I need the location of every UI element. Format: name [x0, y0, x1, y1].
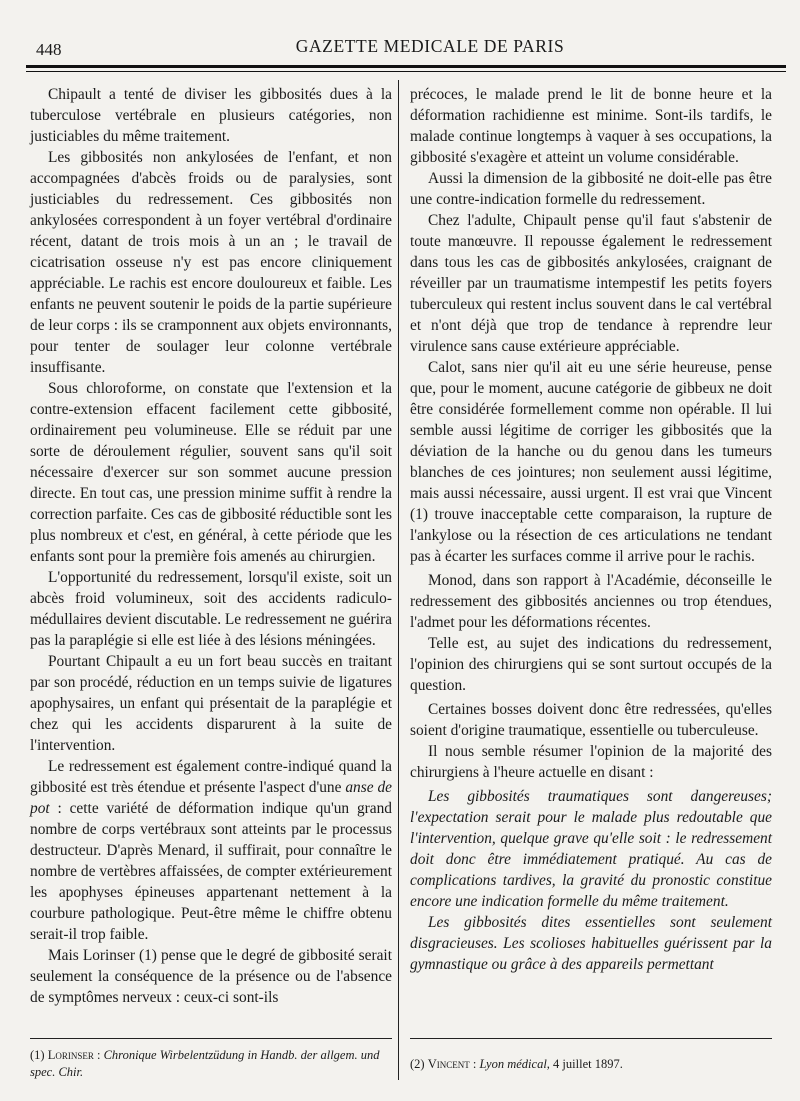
- footnote-journal: Lyon médical: [479, 1057, 547, 1071]
- paragraph: Il nous semble résumer l'opinion de la majorité des chirurgiens à l'heure actuelle en disant :: [410, 743, 772, 781]
- paragraph: Telle est, au sujet des indications du redressement, l'opinion des chirurgiens qui se sont surtout occupés de la question.: [410, 635, 772, 694]
- paragraph: Calot, sans nier qu'il ait eu une série heureuse, pense que, pour le moment, aucune catégorie de gibbeux ne doit être considérée formellement comme non opérable. Il lui semble aussi légitime de corriger les gibbosités que la déviation de la hanche ou du genou dans les tumeurs blanches de ces jointures; non seulement aussi légitime, mais aussi nécessaire, aussi urgent. Il est vrai que Vincent (1) trouve inacceptable cette comparaison, la rupture de l'ankylose ou la résection de ces articulations ne tendant pas à écarter les surfaces comme il arrive pour le rachis.: [410, 359, 772, 565]
- running-title: GAZETTE MEDICALE DE PARIS: [295, 36, 565, 56]
- footnote-1: [30, 1047, 392, 1081]
- italic-term: anse de pot: [30, 779, 392, 817]
- footnote-author: Vincent: [427, 1057, 470, 1071]
- paragraph: Sous chloroforme, on constate que l'extension et la contre-extension effacent facilement cette gibbosité, ordinairement peu volumineuse. Elle se réduit par une sorte de déroulement régulier, souvent sans qu'il soit nécessaire d'exercer sur son sommet aucune pression directe. En tout cas, une pression minime suffit à rendre la correction parfaite. Ces cas de gibbosité réductible sont les plus nombreux et c'est, en général, à cette période que les enfants sont pour la première fois amenés au chirurgien.: [30, 380, 392, 565]
- left-column: [30, 84, 392, 1008]
- header-rule-thin: [26, 71, 786, 72]
- footnote-author: Lorinser: [47, 1048, 94, 1062]
- footnote-2: [410, 1056, 772, 1073]
- paragraph: Pourtant Chipault a eu un fort beau succès en traitant par son procédé, réduction en un temps suivie de ligatures apophysaires, un enfant qui présentait de la paraplégie et chez qui les accidents disparurent à la suite de l'intervention.: [30, 653, 392, 754]
- right-column: [410, 84, 772, 975]
- italic-text: Les gibbosités traumatiques sont dangereuses; l'expectation serait pour le malade plus redoutable que l'intervention, quelque grave qu'elle soit : le redressement doit donc être immédiatement pratiqué. Au cas de complications tardives, la gravité du pronostic constitue encore une indication formelle du même traitement.: [410, 788, 772, 910]
- paragraph: précoces, le malade prend le lit de bonne heure et la déformation rachidienne est minime. Sont-ils tardifs, le malade continue longtemps à vaquer à ses occupations, la gibbosité s'exagère et atteint un volume considérable.: [410, 86, 772, 166]
- paragraph: Certaines bosses doivent donc être redressées, qu'elles soient d'origine traumatique, essentielle ou tuberculeuse.: [410, 701, 772, 739]
- paragraph: [30, 756, 392, 945]
- footnote-rule: [30, 1038, 392, 1039]
- footnote-number: (2): [410, 1057, 428, 1071]
- paragraph: Aussi la dimension de la gibbosité ne doit-elle pas être une contre-indication formelle du redressement.: [410, 170, 772, 208]
- header-rule-thick: [26, 65, 786, 68]
- paragraph: Les gibbosités non ankylosées de l'enfant, et non accompagnées d'abcès froids ou de paralysies, sont justiciables du redressement. Ces gibbosités non ankylosées correspondent à un foyer vertébral d'ordinaire récent, datant de trois mois à un an ; le travail de cicatrisation osseuse n'y est pas encore cliniquement appréciable. Le rachis est encore douloureux et faible. Les enfants ne peuvent soutenir le poids de la partie supérieure de leur corps : ils se cramponnent aux objets environnants, pour tenter de soulager leur colonne vertébrale insuffisante.: [30, 149, 392, 376]
- footnote-separator: :: [469, 1057, 480, 1071]
- footnote-separator: :: [93, 1048, 104, 1062]
- italic-text: Les gibbosités dites essentielles sont seulement disgracieuses. Les scolioses habituelles guérissent par la gymnastique ou grâce à des appareils permettant: [410, 914, 772, 973]
- paragraph: Chipault a tenté de diviser les gibbosités dues à la tuberculose vertébrale en plusieurs catégories, non justiciables du même traitement.: [30, 86, 392, 145]
- italic-paragraph: [410, 786, 772, 912]
- footnote-title: Chronique Wirbelentzüdung in Handb. der allgem. und spec. Chir.: [30, 1048, 380, 1079]
- page-number: 448: [36, 40, 62, 59]
- footnote-rule: [410, 1038, 772, 1039]
- column-divider: [398, 80, 399, 1080]
- italic-paragraph: [410, 912, 772, 975]
- paragraph: Mais Lorinser (1) pense que le degré de gibbosité serait seulement la conséquence de la présence ou de l'absence de symptômes nerveux : ceux-ci sont-ils: [30, 947, 392, 1006]
- paragraph: L'opportunité du redressement, lorsqu'il existe, soit un abcès froid volumineux, soit des accidents radiculo-médullaires devient discutable. Le redressement ne guérira pas la paraplégie si elle est liée à des lésions méningées.: [30, 569, 392, 649]
- paragraph: Monod, dans son rapport à l'Académie, déconseille le redressement des gibbosités anciennes ou trop étendues, l'admet pour les déformations récentes.: [410, 572, 772, 631]
- paragraph: Chez l'adulte, Chipault pense qu'il faut s'abstenir de toute manœuvre. Il repousse également le redressement dans tous les cas de gibbosités ankylosées, craignant de réveiller par un traumatisme intempestif les petits foyers tuberculeux qui restent inclus souvent dans le cal vertébral et n'ont déjà que trop de tendance à reprendre leur virulence sans cause extérieure appréciable.: [410, 212, 772, 355]
- footnote-date: , 4 juillet 1897.: [546, 1057, 623, 1071]
- paragraph-text: Le redressement est également contre-indiqué quand la gibbosité est très étendue et présente l'aspect d'une: [30, 758, 392, 796]
- paragraph-text: : cette variété de déformation indique qu'un grand nombre de corps vertébraux sont atteints par le processus destructeur. D'après Menard, il suffirait, pour connaître le nombre de vertèbres affaissées, de compter extérieurement les apophyses épineuses appartenant nettement à la courbure pathologique. Peut-être même le chiffre obtenu serait-il trop faible.: [30, 800, 392, 943]
- footnote-number: (1): [30, 1048, 48, 1062]
